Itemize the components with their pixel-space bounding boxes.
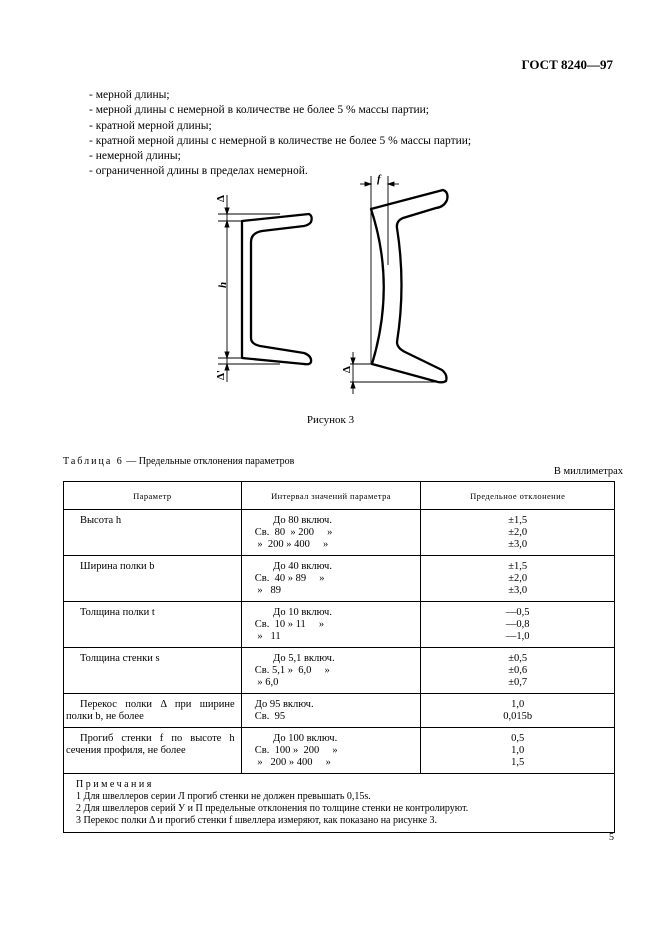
column-header: Интервал значений параметра <box>241 482 421 510</box>
deviation-value: ±2,0 <box>508 573 528 584</box>
document-code: ГОСТ 8240—97 <box>521 57 613 72</box>
interval-line: Св. 80 » 200 » <box>241 527 333 538</box>
interval-cell <box>241 556 421 602</box>
interval-line: До 95 включ. <box>241 699 314 710</box>
table-row <box>64 510 615 556</box>
note-item: 3 Перекос полки Δ и прогиб стенки f швеллера измеряют, как показано на рисунке 3. <box>76 815 438 826</box>
interval-line: » 89 <box>241 585 282 596</box>
list-item: - ограниченной длины в пределах немерной. <box>89 165 308 178</box>
h-label: h <box>217 281 229 288</box>
table-row <box>64 694 615 728</box>
table-row <box>64 728 615 774</box>
table-number: Таблица 6 <box>63 456 124 467</box>
column-header: Предельное отклонение <box>421 482 615 510</box>
parameter-cell: Высота h <box>64 510 242 556</box>
interval-line: До 100 включ. <box>241 733 338 744</box>
parameter-cell: Толщина стенки s <box>64 648 242 694</box>
parameter-cell: Толщина полки t <box>64 602 242 648</box>
table-row <box>64 556 615 602</box>
deviation-value: ±3,0 <box>508 585 528 596</box>
list-item: - кратной мерной длины; <box>89 119 212 132</box>
deviation-value: ±2,0 <box>508 527 528 538</box>
parameter-cell: Прогиб стенки f по высоте h сечения профиля, не более <box>64 728 242 774</box>
interval-cell <box>241 602 421 648</box>
deviation-value: ±3,0 <box>508 539 528 550</box>
interval-line: До 40 включ. <box>241 561 332 572</box>
interval-cell <box>241 728 421 774</box>
deviation-cell <box>421 602 615 648</box>
interval-cell <box>241 510 421 556</box>
notes-cell <box>64 774 615 833</box>
deviation-cell <box>421 648 615 694</box>
interval-line: » 200 » 400 » <box>241 757 331 768</box>
deviation-value: ±1,5 <box>508 515 528 526</box>
deviation-value: —1,0 <box>505 631 530 642</box>
deviation-value: 1,5 <box>511 757 525 768</box>
left-channel-profile <box>242 214 312 364</box>
interval-line: Св. 10 » 11 » <box>241 619 325 630</box>
column-header: Параметр <box>64 482 242 510</box>
note-item: 2 Для швеллеров серий У и П предельные отклонения по толщине стенки не контролируют. <box>76 803 469 814</box>
deviation-value: ±0,6 <box>508 665 528 676</box>
interval-line: До 5,1 включ. <box>241 653 335 664</box>
parameter-cell: Перекос полки Δ при ширине полки b, не более <box>64 694 242 728</box>
table-units: В миллиметрах <box>553 466 623 477</box>
interval-line: » 6,0 <box>241 677 279 688</box>
interval-line: Св. 5,1 » 6,0 » <box>241 665 330 676</box>
parameter-cell: Ширина полки b <box>64 556 242 602</box>
interval-line: » 11 <box>241 631 281 642</box>
deviation-value: 0,015b <box>503 711 533 722</box>
table-header-row <box>64 482 615 510</box>
length-list <box>89 88 471 180</box>
interval-cell <box>241 648 421 694</box>
interval-line: » 200 » 400 » <box>241 539 329 550</box>
delta-prime-label: Δ' <box>215 370 227 380</box>
deviation-cell <box>421 510 615 556</box>
interval-cell <box>241 694 421 728</box>
deviations-table <box>63 481 615 833</box>
table-title-text: — Предельные отклонения параметров <box>123 456 295 467</box>
delta-label: Δ <box>215 195 227 202</box>
list-item: - немерной длины; <box>89 150 181 163</box>
list-item: - мерной длины; <box>89 89 170 101</box>
f-label: f <box>377 173 381 185</box>
deviation-value: ±0,5 <box>508 653 528 664</box>
notes-row <box>64 774 615 833</box>
list-item: - мерной длины с немерной в количестве не более 5 % массы партии; <box>89 104 430 117</box>
deviation-value: ±0,7 <box>508 677 528 688</box>
table-row <box>64 602 615 648</box>
right-channel-profile <box>371 190 448 382</box>
deviation-cell <box>421 728 615 774</box>
delta-label-right: Δ <box>341 366 353 373</box>
table-title <box>63 456 294 467</box>
table-body <box>64 510 615 774</box>
deviation-value: 0,5 <box>511 733 525 744</box>
interval-line: Св. 40 » 89 » <box>241 573 325 584</box>
deviation-value: —0,5 <box>505 607 530 618</box>
deviation-cell <box>421 556 615 602</box>
table-row <box>64 648 615 694</box>
interval-line: До 10 включ. <box>241 607 332 618</box>
notes-title: Примечания <box>76 779 154 790</box>
interval-line: Св. 100 » 200 » <box>241 745 338 756</box>
channel-figure <box>200 170 460 400</box>
interval-line: До 80 включ. <box>241 515 332 526</box>
figure-caption: Рисунок 3 <box>306 414 355 426</box>
deviation-value: —0,8 <box>505 619 530 630</box>
note-item: 1 Для швеллеров серии Л прогиб стенки не должен превышать 0,15s. <box>76 791 371 802</box>
interval-line: Св. 95 <box>241 711 286 722</box>
list-item: - кратной мерной длины с немерной в количестве не более 5 % массы партии; <box>89 134 472 147</box>
deviation-value: ±1,5 <box>508 561 528 572</box>
deviation-cell <box>421 694 615 728</box>
deviation-value: 1,0 <box>511 699 525 710</box>
deviation-value: 1,0 <box>511 745 525 756</box>
page-number: 5 <box>609 832 614 843</box>
